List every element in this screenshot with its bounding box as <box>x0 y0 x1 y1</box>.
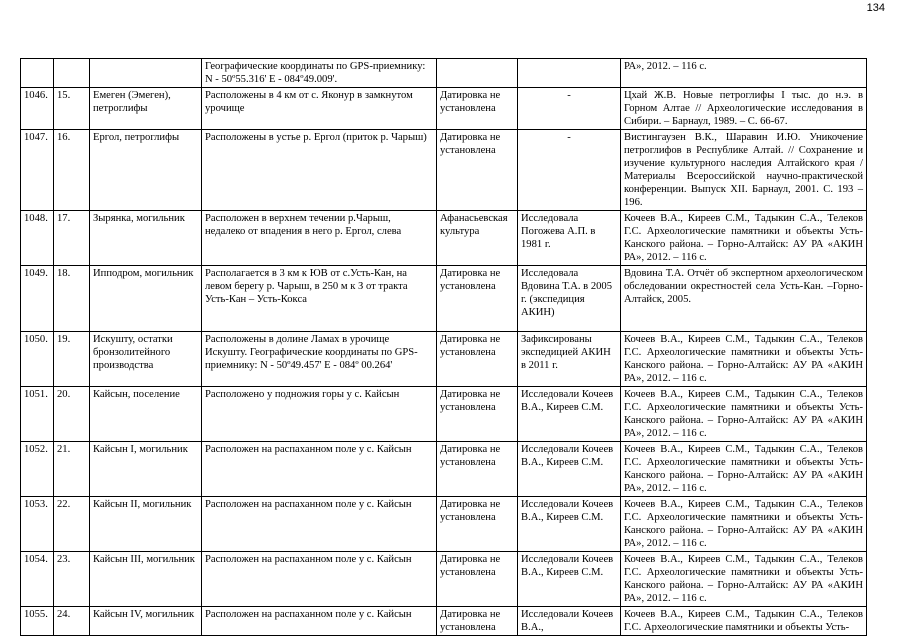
bibliography: Кочеев В.А., Киреев С.М., Тадыкин С.А., Телеков Г.С. Археологические памятники и объекты Усть-Канского района. – Горно-Алтайск: АУ РА «АКИН РА», 2012. – 116 с. <box>621 387 867 442</box>
site-name: Кайсын III, могильник <box>90 552 202 607</box>
research-status: Исследовали Кочеев В.А., Киреев С.М. <box>518 497 621 552</box>
site-dating: Афанасьевская культура <box>437 211 518 266</box>
row-id: 1047. <box>21 130 54 211</box>
table-row <box>21 332 867 387</box>
site-name <box>90 59 202 88</box>
row-id: 1050. <box>21 332 54 387</box>
site-location: Расположено у подножия горы у с. Кайсын <box>202 387 437 442</box>
research-status <box>518 59 621 88</box>
row-id <box>21 59 54 88</box>
bibliography: Кочеев В.А., Киреев С.М., Тадыкин С.А., Телеков Г.С. Археологические памятники и объекты Усть-Канского района. – Горно-Алтайск: АУ РА «АКИН РА», 2012. – 116 с. <box>621 552 867 607</box>
research-status: Исследовала Вдовина Т.А. в 2005 г. (экспедиция АКИН) <box>518 266 621 332</box>
row-number: 24. <box>54 607 90 636</box>
row-number: 16. <box>54 130 90 211</box>
site-name: Ергол, петроглифы <box>90 130 202 211</box>
bibliography: Кочеев В.А., Киреев С.М., Тадыкин С.А., Телеков Г.С. Археологические памятники и объекты Усть-Канского района. – Горно-Алтайск: АУ РА «АКИН РА», 2012. – 116 с. <box>621 211 867 266</box>
row-number: 15. <box>54 88 90 130</box>
row-number: 19. <box>54 332 90 387</box>
site-name: Кайсын I, могильник <box>90 442 202 497</box>
row-number <box>54 59 90 88</box>
site-location: Располагается в 3 км к ЮВ от с.Усть-Кан, на левом берегу р. Чарыш, в 250 м к З от тракта Усть-Кан – Усть-Кокса <box>202 266 437 332</box>
site-name: Искушту, остатки бронзолитейного производства <box>90 332 202 387</box>
site-dating: Датировка не установлена <box>437 332 518 387</box>
table-row <box>21 211 867 266</box>
site-dating: Датировка не установлена <box>437 607 518 636</box>
site-dating: Датировка не установлена <box>437 387 518 442</box>
table-row <box>21 497 867 552</box>
site-location: Расположены в долине Ламах в урочище Искушту. Географические координаты по GPS-приемнику: N - 50º49.457' E - 084º 00.264' <box>202 332 437 387</box>
site-dating: Датировка не установлена <box>437 552 518 607</box>
site-name: Ипподром, могильник <box>90 266 202 332</box>
research-status: Зафиксированы экспедицией АКИН в 2011 г. <box>518 332 621 387</box>
table-row <box>21 607 867 636</box>
site-dating: Датировка не установлена <box>437 497 518 552</box>
site-name: Кайсын II, могильник <box>90 497 202 552</box>
bibliography: Кочеев В.А., Киреев С.М., Тадыкин С.А., Телеков Г.С. Археологические памятники и объекты Усть- <box>621 607 867 636</box>
site-dating <box>437 59 518 88</box>
site-name: Зырянка, могильник <box>90 211 202 266</box>
row-number: 22. <box>54 497 90 552</box>
research-status: Исследовали Кочеев В.А., <box>518 607 621 636</box>
site-dating: Датировка не установлена <box>437 266 518 332</box>
bibliography: Цхай Ж.В. Новые петроглифы I тыс. до н.э. в Горном Алтае // Археологические исследования в Сибири. – Барнаул, 1989. – С. 66-67. <box>621 88 867 130</box>
monuments-table <box>20 58 867 636</box>
table-row <box>21 387 867 442</box>
row-id: 1053. <box>21 497 54 552</box>
row-number: 18. <box>54 266 90 332</box>
row-id: 1049. <box>21 266 54 332</box>
row-number: 23. <box>54 552 90 607</box>
site-dating: Датировка не установлена <box>437 88 518 130</box>
site-location: Расположен в верхнем течении р.Чарыш, недалеко от впадения в него р. Ергол, слева <box>202 211 437 266</box>
bibliography: Кочеев В.А., Киреев С.М., Тадыкин С.А., Телеков Г.С. Археологические памятники и объекты Усть-Канского района. – Горно-Алтайск: АУ РА «АКИН РА», 2012. – 116 с. <box>621 497 867 552</box>
table-row <box>21 88 867 130</box>
site-location: Расположен на распаханном поле у с. Кайсын <box>202 497 437 552</box>
site-location: Расположены в 4 км от с. Яконур в замкнутом урочище <box>202 88 437 130</box>
site-location: Расположен на распаханном поле у с. Кайсын <box>202 607 437 636</box>
research-status: Исследовали Кочеев В.А., Киреев С.М. <box>518 552 621 607</box>
table-row <box>21 130 867 211</box>
row-number: 17. <box>54 211 90 266</box>
bibliography: Кочеев В.А., Киреев С.М., Тадыкин С.А., Телеков Г.С. Археологические памятники и объекты Усть-Канского района. – Горно-Алтайск: АУ РА «АКИН РА», 2012. – 116 с. <box>621 332 867 387</box>
site-dating: Датировка не установлена <box>437 130 518 211</box>
research-status: Исследовали Кочеев В.А., Киреев С.М. <box>518 387 621 442</box>
site-location: Расположен на распаханном поле у с. Кайсын <box>202 442 437 497</box>
row-number: 21. <box>54 442 90 497</box>
site-location: Расположен на распаханном поле у с. Кайсын <box>202 552 437 607</box>
row-id: 1046. <box>21 88 54 130</box>
row-id: 1054. <box>21 552 54 607</box>
site-name: Емеген (Эмеген), петроглифы <box>90 88 202 130</box>
bibliography: Вистингаузен В.К., Шаравин И.Ю. Уникочение петроглифов в Республике Алтай. // Сохранение и изучение культурного наследия Алтайского края / Материалы Всероссийской научно-практической конференции. Выпуск XII. Барнаул, 2001. С. 193 – 196. <box>621 130 867 211</box>
row-id: 1052. <box>21 442 54 497</box>
site-dating: Датировка не установлена <box>437 442 518 497</box>
bibliography: Вдовина Т.А. Отчёт об экспертном археологическом обследовании окрестностей села Усть-Кан. –Горно-Алтайск, 2005. <box>621 266 867 332</box>
site-name: Кайсын, поселение <box>90 387 202 442</box>
research-status: Исследовала Погожева А.П. в 1981 г. <box>518 211 621 266</box>
table-row <box>21 266 867 332</box>
table-row <box>21 552 867 607</box>
research-status: - <box>518 130 621 211</box>
bibliography: Кочеев В.А., Киреев С.М., Тадыкин С.А., Телеков Г.С. Археологические памятники и объекты Усть-Канского района. – Горно-Алтайск: АУ РА «АКИН РА», 2012. – 116 с. <box>621 442 867 497</box>
site-location: Географические координаты по GPS-приемнику: N - 50º55.316' E - 084º49.009'. <box>202 59 437 88</box>
row-id: 1048. <box>21 211 54 266</box>
site-name: Кайсын IV, могильник <box>90 607 202 636</box>
row-id: 1051. <box>21 387 54 442</box>
table-row <box>21 442 867 497</box>
page-number: 134 <box>866 2 885 14</box>
row-number: 20. <box>54 387 90 442</box>
bibliography: РА», 2012. – 116 с. <box>621 59 867 88</box>
research-status: - <box>518 88 621 130</box>
research-status: Исследовали Кочеев В.А., Киреев С.М. <box>518 442 621 497</box>
site-location: Расположены в устье р. Ергол (приток р. Чарыш) <box>202 130 437 211</box>
table-row <box>21 59 867 88</box>
row-id: 1055. <box>21 607 54 636</box>
